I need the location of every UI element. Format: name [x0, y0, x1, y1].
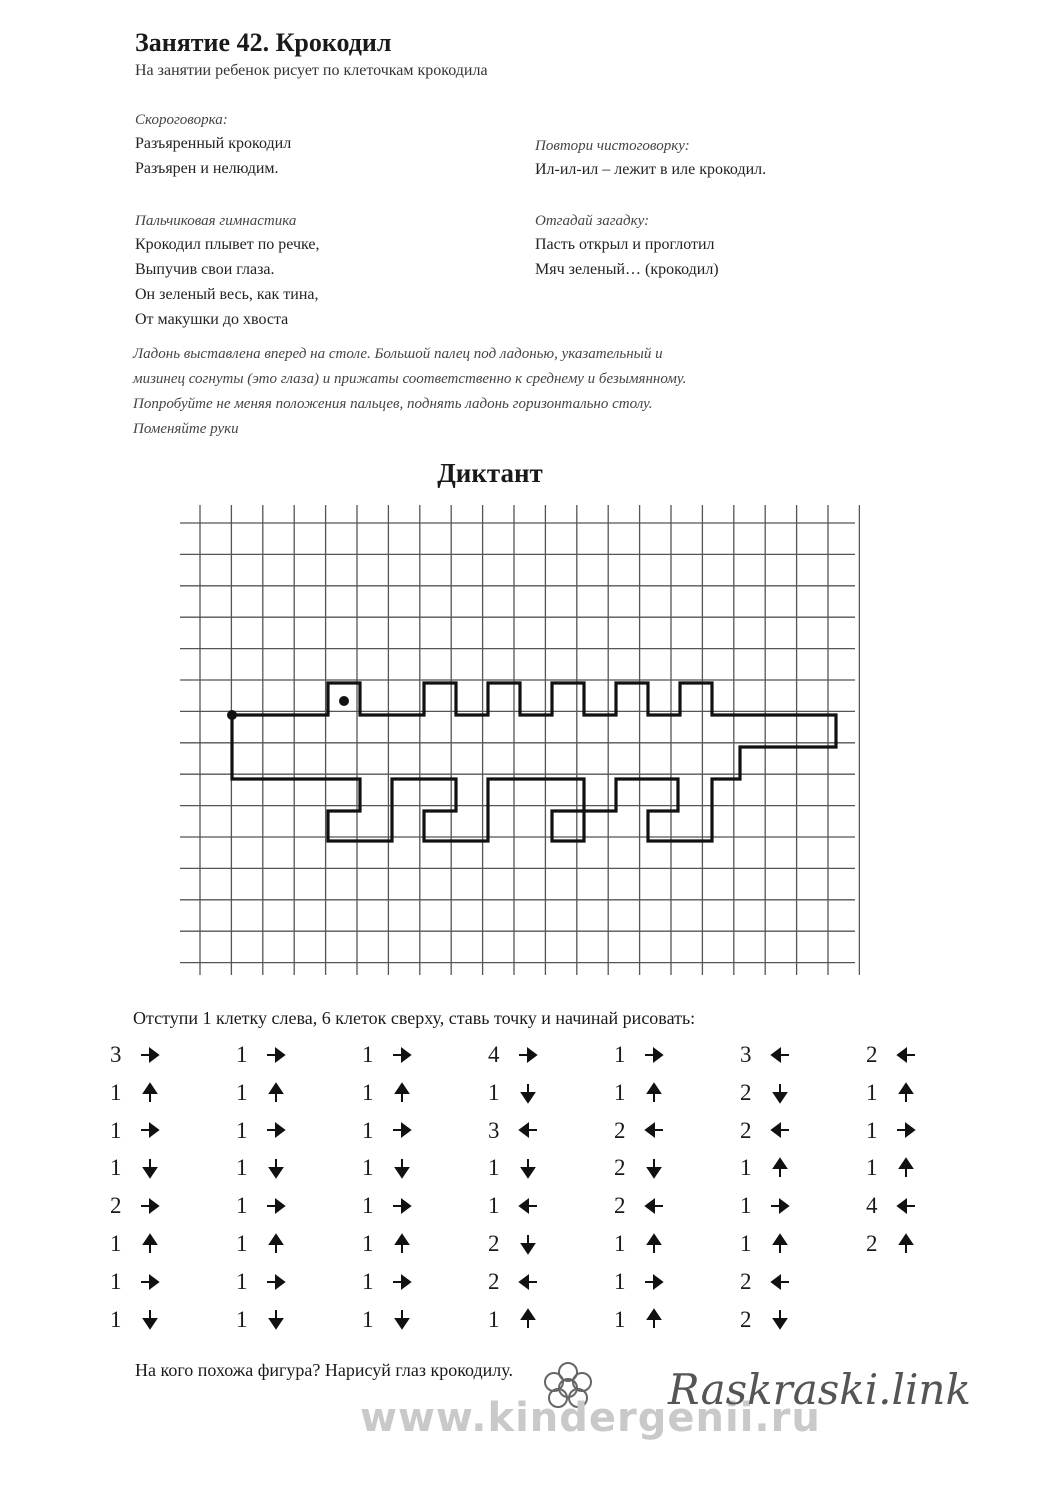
crocodile-eye — [339, 696, 349, 706]
dictation-step — [236, 1301, 356, 1339]
step-count: 1 — [236, 1155, 248, 1181]
step-count: 2 — [110, 1193, 122, 1219]
step-count: 2 — [740, 1079, 752, 1105]
arrow-left-icon — [642, 1118, 666, 1142]
dictation-step — [362, 1149, 482, 1187]
tongue-twister-line: Разъяренный крокодил — [135, 135, 292, 152]
arrow-left-icon — [516, 1118, 540, 1142]
arrow-right-icon — [642, 1270, 666, 1294]
arrow-left-icon — [768, 1270, 792, 1294]
dictation-instruction: Отступи 1 клетку слева, 6 клеток сверху, ставь точку и начинай рисовать: — [133, 1008, 696, 1028]
step-count: 1 — [362, 1306, 374, 1332]
step-count: 1 — [740, 1230, 752, 1256]
dictation-step — [740, 1263, 860, 1301]
step-count: 1 — [614, 1079, 626, 1105]
arrow-down-icon — [642, 1156, 666, 1180]
arrow-right-icon — [516, 1043, 540, 1067]
poem-line: Выпучив свои глаза. — [135, 261, 275, 278]
arrow-right-icon — [138, 1194, 162, 1218]
dictation-step — [488, 1225, 608, 1263]
exercise-note-line: Поменяйте руки — [133, 421, 239, 437]
dictation-step — [362, 1036, 482, 1074]
exercise-note-line: Попробуйте не меняя положения пальцев, поднять ладонь горизонтально столу. — [133, 396, 653, 412]
step-count: 1 — [110, 1268, 122, 1294]
dictation-step — [236, 1149, 356, 1187]
site-watermark: www.kindergenii.ru — [360, 1395, 821, 1441]
dictation-step — [614, 1074, 734, 1112]
arrow-left-icon — [768, 1043, 792, 1067]
arrow-down-icon — [264, 1156, 288, 1180]
arrow-right-icon — [264, 1118, 288, 1142]
closing-question: На кого похожа фигура? Нарисуй глаз крокодилу. — [135, 1360, 513, 1380]
step-count: 2 — [740, 1268, 752, 1294]
dictation-step — [740, 1074, 860, 1112]
step-count: 3 — [740, 1042, 752, 1067]
dictation-column — [362, 1036, 482, 1338]
arrow-up-icon — [138, 1081, 162, 1105]
dictation-step — [110, 1187, 230, 1225]
dictation-step — [614, 1187, 734, 1225]
step-count: 1 — [236, 1079, 248, 1105]
brand-watermark: Raskraski.link — [668, 1365, 971, 1414]
dictation-step — [740, 1149, 860, 1187]
dictation-step — [740, 1036, 860, 1074]
dictation-step — [110, 1301, 230, 1339]
dictation-step — [236, 1036, 356, 1074]
arrow-left-icon — [768, 1118, 792, 1142]
arrow-right-icon — [390, 1270, 414, 1294]
dictation-step — [614, 1263, 734, 1301]
arrow-right-icon — [390, 1118, 414, 1142]
dictation-column — [488, 1036, 608, 1338]
step-count: 1 — [236, 1042, 248, 1067]
step-count: 2 — [488, 1230, 500, 1256]
tongue-twister-line: Разъярен и нелюдим. — [135, 160, 279, 177]
step-count: 4 — [488, 1042, 500, 1067]
arrow-right-icon — [768, 1194, 792, 1218]
arrow-down-icon — [264, 1307, 288, 1331]
exercise-note-line: Ладонь выставлена вперед на столе. Большой палец под ладонью, указательный и — [133, 346, 663, 362]
step-count: 2 — [488, 1268, 500, 1294]
step-count: 1 — [110, 1079, 122, 1105]
poem-line: Он зеленый весь, как тина, — [135, 286, 319, 303]
dictation-step — [110, 1149, 230, 1187]
dictation-step — [362, 1225, 482, 1263]
arrow-down-icon — [768, 1307, 792, 1331]
arrow-down-icon — [390, 1307, 414, 1331]
dictation-step — [362, 1263, 482, 1301]
step-count: 2 — [614, 1117, 626, 1143]
tongue-twister-label: Скороговорка: — [135, 112, 228, 128]
dictation-step — [614, 1036, 734, 1074]
step-count: 1 — [866, 1079, 878, 1105]
crocodile-outline — [232, 683, 836, 841]
dictation-step — [866, 1036, 986, 1074]
step-count: 3 — [488, 1117, 500, 1143]
dictation-step — [110, 1263, 230, 1301]
dictation-step — [110, 1074, 230, 1112]
arrow-right-icon — [264, 1270, 288, 1294]
pure-talk-line: Ил-ил-ил – лежит в иле крокодил. — [535, 161, 767, 178]
step-count: 2 — [614, 1155, 626, 1181]
arrow-down-icon — [138, 1156, 162, 1180]
step-count: 1 — [614, 1268, 626, 1294]
arrow-down-icon — [516, 1156, 540, 1180]
step-count: 1 — [110, 1306, 122, 1332]
step-count: 1 — [236, 1268, 248, 1294]
step-count: 1 — [614, 1306, 626, 1332]
step-count: 1 — [362, 1155, 374, 1181]
step-count: 2 — [740, 1117, 752, 1143]
arrow-up-icon — [642, 1307, 666, 1331]
arrow-down-icon — [516, 1081, 540, 1105]
arrow-right-icon — [138, 1118, 162, 1142]
step-count: 1 — [362, 1042, 374, 1067]
step-count: 1 — [488, 1079, 500, 1105]
poem-line: От макушки до хвоста — [135, 311, 289, 328]
arrow-right-icon — [264, 1194, 288, 1218]
step-count: 1 — [866, 1117, 878, 1143]
pure-talk-block — [535, 138, 766, 182]
riddle-line: Пасть открыл и проглотил — [535, 236, 715, 253]
dictation-step — [362, 1074, 482, 1112]
dictation-step — [614, 1149, 734, 1187]
dictation-step — [488, 1074, 608, 1112]
arrow-up-icon — [264, 1081, 288, 1105]
step-count: 1 — [236, 1193, 248, 1219]
dictation-step — [614, 1225, 734, 1263]
arrow-up-icon — [894, 1156, 918, 1180]
step-count: 2 — [740, 1306, 752, 1332]
dictation-step — [362, 1112, 482, 1150]
step-count: 4 — [866, 1193, 878, 1219]
dictation-title: Диктант — [437, 458, 543, 488]
dictation-step — [236, 1187, 356, 1225]
arrow-right-icon — [138, 1270, 162, 1294]
dictation-column — [740, 1036, 860, 1338]
dictation-step — [236, 1074, 356, 1112]
step-count: 2 — [614, 1193, 626, 1219]
dictation-step — [236, 1225, 356, 1263]
poem-line: Крокодил плывет по речке, — [135, 236, 320, 253]
dictation-step — [614, 1301, 734, 1339]
arrow-down-icon — [768, 1081, 792, 1105]
step-count: 1 — [488, 1155, 500, 1181]
grid-lines — [180, 505, 859, 980]
arrow-up-icon — [138, 1232, 162, 1256]
dictation-column — [110, 1036, 230, 1338]
step-count: 1 — [110, 1117, 122, 1143]
arrow-up-icon — [894, 1232, 918, 1256]
dictation-column — [614, 1036, 734, 1338]
arrow-left-icon — [894, 1043, 918, 1067]
arrow-left-icon — [642, 1194, 666, 1218]
arrow-right-icon — [390, 1194, 414, 1218]
dictation-step — [740, 1225, 860, 1263]
lesson-title: Занятие 42. Крокодил — [135, 28, 392, 57]
arrow-down-icon — [390, 1156, 414, 1180]
arrow-right-icon — [894, 1118, 918, 1142]
step-count: 1 — [362, 1230, 374, 1256]
dictation-step — [740, 1112, 860, 1150]
graph-grid — [170, 505, 860, 980]
lesson-subtitle: На занятии ребенок рисует по клеточкам крокодила — [135, 62, 488, 79]
start-dot — [227, 710, 237, 720]
step-count: 1 — [110, 1155, 122, 1181]
arrow-up-icon — [768, 1156, 792, 1180]
dictation-step — [740, 1301, 860, 1339]
dictation-step — [110, 1036, 230, 1074]
finger-gymnastics-block — [135, 213, 320, 332]
dictation-step — [362, 1301, 482, 1339]
riddle-line: Мяч зеленый… (крокодил) — [535, 261, 719, 278]
step-count: 2 — [866, 1042, 878, 1067]
dictation-step — [236, 1263, 356, 1301]
arrow-right-icon — [264, 1043, 288, 1067]
step-count: 2 — [866, 1230, 878, 1256]
step-count: 1 — [236, 1117, 248, 1143]
finger-gymnastics-label: Пальчиковая гимнастика — [135, 213, 297, 229]
arrow-up-icon — [768, 1232, 792, 1256]
step-count: 1 — [488, 1193, 500, 1219]
dictation-step — [110, 1112, 230, 1150]
arrow-left-icon — [516, 1270, 540, 1294]
dictation-step — [866, 1187, 986, 1225]
arrow-up-icon — [516, 1307, 540, 1331]
dictation-step — [488, 1036, 608, 1074]
step-count: 1 — [362, 1117, 374, 1143]
step-count: 1 — [614, 1230, 626, 1256]
arrow-right-icon — [138, 1043, 162, 1067]
dictation-step — [866, 1225, 986, 1263]
pure-talk-label: Повтори чистоговорку: — [535, 138, 690, 154]
step-count: 1 — [110, 1230, 122, 1256]
dictation-column — [236, 1036, 356, 1338]
dictation-step — [236, 1112, 356, 1150]
dictation-step — [488, 1301, 608, 1339]
dictation-step — [488, 1149, 608, 1187]
arrow-right-icon — [642, 1043, 666, 1067]
dictation-step — [488, 1187, 608, 1225]
arrow-down-icon — [138, 1307, 162, 1331]
step-count: 1 — [614, 1042, 626, 1067]
dictation-step — [362, 1187, 482, 1225]
dictation-column — [866, 1036, 986, 1263]
arrow-up-icon — [642, 1232, 666, 1256]
arrow-down-icon — [516, 1232, 540, 1256]
dictation-step — [488, 1263, 608, 1301]
dictation-step — [614, 1112, 734, 1150]
dictation-step — [866, 1112, 986, 1150]
step-count: 1 — [362, 1193, 374, 1219]
step-count: 1 — [740, 1193, 752, 1219]
arrow-up-icon — [642, 1081, 666, 1105]
step-count: 1 — [362, 1268, 374, 1294]
step-count: 1 — [866, 1155, 878, 1181]
arrow-up-icon — [894, 1081, 918, 1105]
exercise-note — [133, 342, 923, 442]
step-count: 3 — [110, 1042, 122, 1067]
arrow-right-icon — [390, 1043, 414, 1067]
step-count: 1 — [236, 1230, 248, 1256]
dictation-step — [866, 1074, 986, 1112]
step-count: 1 — [488, 1306, 500, 1332]
tongue-twister-block — [135, 112, 291, 181]
dictation-step — [488, 1112, 608, 1150]
step-count: 1 — [740, 1155, 752, 1181]
arrow-left-icon — [516, 1194, 540, 1218]
step-count: 1 — [362, 1079, 374, 1105]
arrow-up-icon — [390, 1081, 414, 1105]
exercise-note-line: мизинец согнуты (это глаза) и прижаты соответственно к среднему и безымянному. — [133, 371, 687, 387]
riddle-label: Отгадай загадку: — [535, 213, 650, 229]
arrow-up-icon — [390, 1232, 414, 1256]
step-count: 1 — [236, 1306, 248, 1332]
dictation-step — [740, 1187, 860, 1225]
riddle-block — [535, 213, 719, 282]
dictation-step — [110, 1225, 230, 1263]
arrow-up-icon — [264, 1232, 288, 1256]
dictation-step — [866, 1149, 986, 1187]
arrow-left-icon — [894, 1194, 918, 1218]
